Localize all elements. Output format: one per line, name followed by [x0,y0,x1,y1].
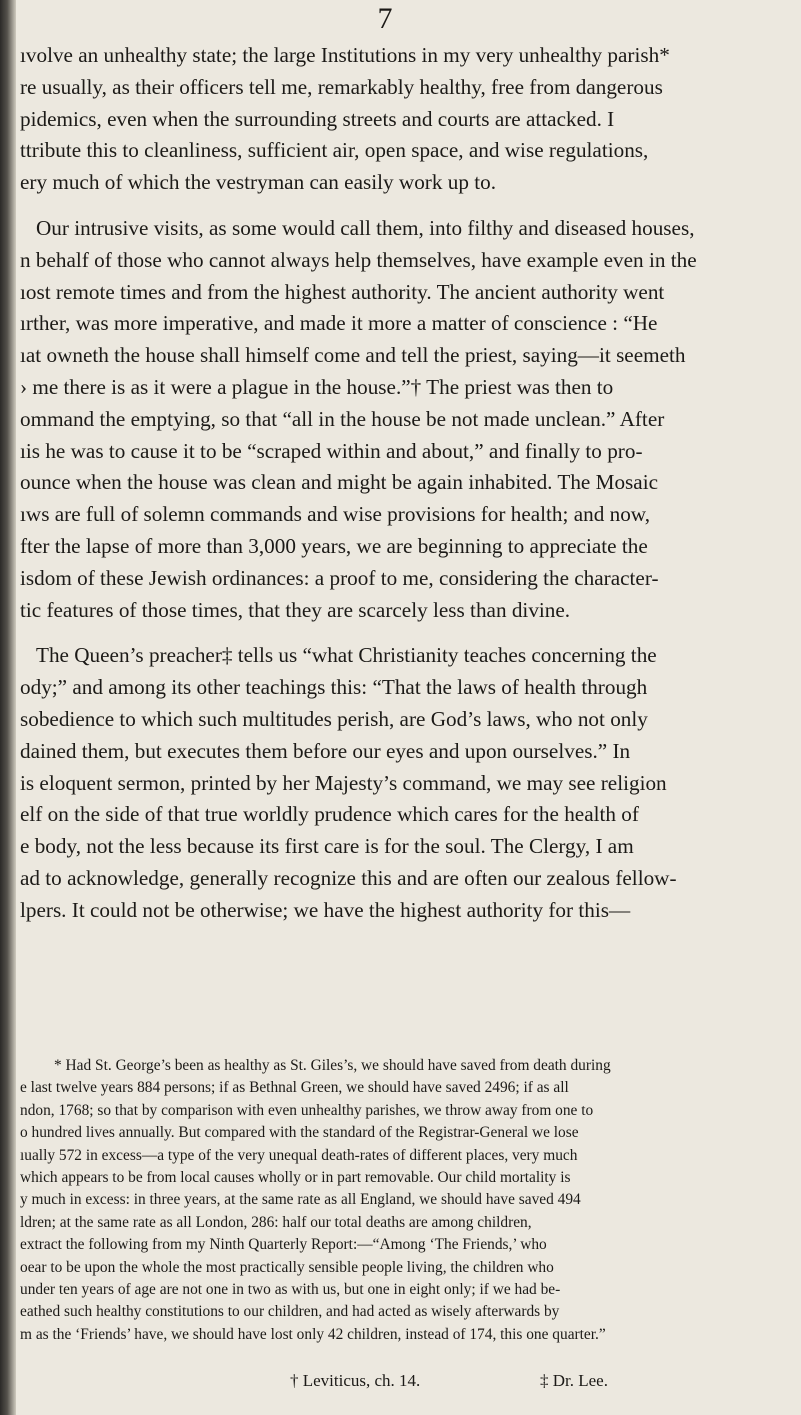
text-line: sobedience to which such multitudes perish, are God’s laws, who not only [20,706,648,731]
footnote-line: ldren; at the same rate as all London, 286: half our total deaths are among children, [20,1213,532,1231]
text-line: ommand the emptying, so that “all in the house be not made unclean.” After [20,406,665,431]
footnote-line: which appears to be from local causes wholly or in part removable. Our child mortality is [20,1169,571,1187]
text-line: ttribute this to cleanliness, sufficient air, open space, and wise regulations, [20,138,649,163]
text-line: ery much of which the vestryman can easily work up to. [20,170,496,195]
text-line: isdom of these Jewish ordinances: a proof to me, considering the character- [20,565,659,590]
text-line: n behalf of those who cannot always help themselves, have example even in the [20,247,697,272]
text-line: ıvolve an unhealthy state; the large Institutions in my very unhealthy parish* [20,43,670,67]
text-line: ounce when the house was clean and might be again inhabited. The Mosaic [20,470,658,495]
text-line: pidemics, even when the surrounding streets and courts are attacked. I [20,106,615,131]
text-line: tic features of those times, that they are scarcely less than divine. [20,597,571,622]
text-line: elf on the side of that true worldly prudence which cares for the health of [20,802,639,827]
text-line: › me there is as it were a plague in the house.”† The priest was then to [20,374,614,399]
book-binding-shadow [0,0,16,1415]
text-line: ırther, was more imperative, and made it more a matter of conscience : “He [20,311,658,336]
book-page [20,0,795,1415]
text-line: ıis he was to cause it to be “scraped within and about,” and finally to pro- [20,438,643,463]
footnote-line: extract the following from my Ninth Quarterly Report:—“Among ‘The Friends,’ who [20,1236,547,1254]
footnote-line: e last twelve years 884 persons; if as Bethnal Green, we should have saved 2496; if as all [20,1079,569,1097]
paragraph-3 [20,640,785,926]
text-line: e body, not the less because its first care is for the soul. The Clergy, I am [20,834,634,859]
footnote-line: o hundred lives annually. But compared with the standard of the Registrar-General we lose [20,1124,579,1142]
footnote-line: * Had St. George’s been as healthy as St. Giles’s, we should have saved from death during [54,1057,611,1074]
text-line: ody;” and among its other teachings this: “That the laws of health through [20,675,648,700]
text-line: dained them, but executes them before our eyes and upon ourselves.” In [20,738,631,763]
footnote-line: eathed such healthy constitutions to our children, and had acted as wisely afterwards by [20,1303,560,1321]
footnote-line: ıually 572 in excess—a type of the very unequal death-rates of different places, very much [20,1146,578,1164]
text-line: The Queen’s preacher‡ tells us “what Christianity teaches concerning the [36,643,657,668]
dr-lee-reference: ‡ Dr. Lee. [540,1371,608,1390]
footnote-line: ndon, 1768; so that by comparison with even unhealthy parishes, we throw away from one to [20,1101,594,1119]
paragraph-2 [20,213,785,626]
text-line: is eloquent sermon, printed by her Majesty’s command, we may see religion [20,770,667,795]
paragraph-1 [20,40,785,199]
text-line: fter the lapse of more than 3,000 years, we are beginning to appreciate the [20,533,648,558]
footnote-line: under ten years of age are not one in two as with us, but one in eight only; if we had be- [20,1281,561,1299]
text-line: ıws are full of solemn commands and wise provisions for health; and now, [20,502,651,527]
footnote-line: m as the ‘Friends’ have, we should have lost only 42 children, instead of 174, this one quarter.” [20,1325,606,1343]
text-line: lpers. It could not be otherwise; we have the highest authority for this— [20,897,631,922]
text-line: ıat owneth the house shall himself come and tell the priest, saying—it seemeth [20,343,686,368]
footnote-line: y much in excess: in three years, at the same rate as all England, we should have saved 494 [20,1191,581,1209]
text-line: Our intrusive visits, as some would call them, into filthy and diseased houses, [36,215,695,240]
page-number: 7 [377,2,393,35]
text-line: ıost remote times and from the highest authority. The ancient authority went [20,279,665,304]
leviticus-reference: † Leviticus, ch. 14. [290,1371,421,1390]
footnote [20,1055,785,1346]
text-line: re usually, as their officers tell me, remarkably healthy, free from dangerous [20,74,663,99]
body-text [20,40,785,927]
text-line: ad to acknowledge, generally recognize this and are often our zealous fellow- [20,865,677,890]
footnote-line: oear to be upon the whole the most practically sensible people living, the children who [20,1258,554,1276]
